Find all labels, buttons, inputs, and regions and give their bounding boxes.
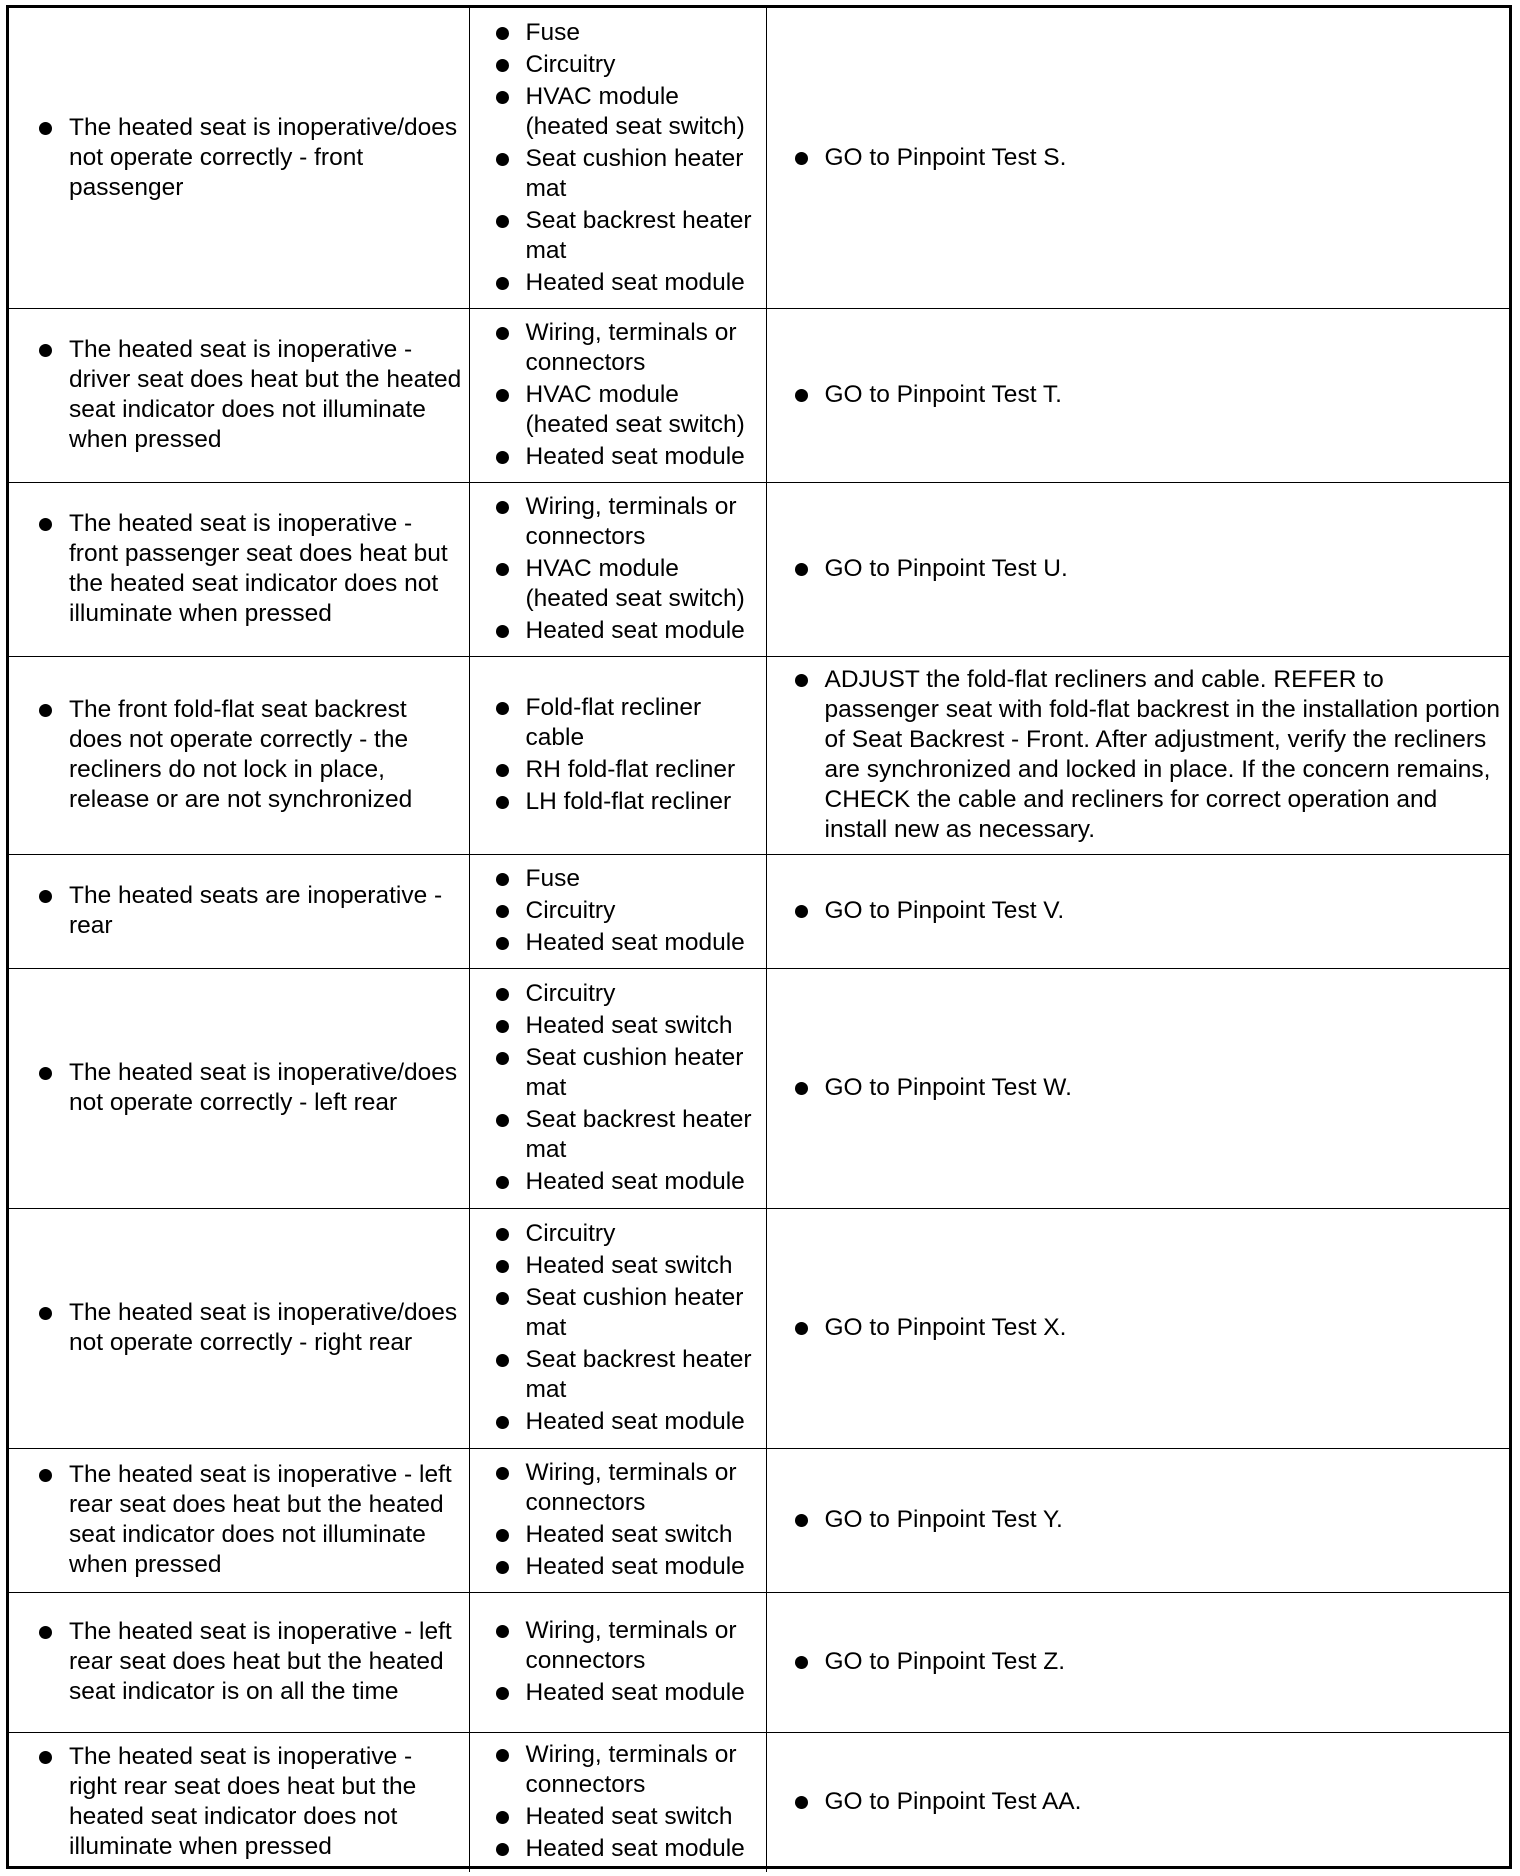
action-cell	[766, 656, 1509, 854]
source-item: Circuitry	[474, 896, 758, 926]
symptom-rows	[9, 8, 1509, 1872]
table-row	[9, 854, 1509, 968]
table-row	[9, 1448, 1509, 1592]
condition-text: The heated seat is inoperative/does not operate correctly - right rear	[17, 1298, 465, 1358]
condition-cell	[9, 968, 469, 1208]
source-item: Heated seat module	[474, 442, 758, 472]
table-row	[9, 8, 1509, 308]
condition-cell	[9, 308, 469, 482]
action-cell	[766, 1732, 1509, 1872]
source-item: Circuitry	[474, 1219, 758, 1249]
action-text: GO to Pinpoint Test V.	[773, 896, 1502, 926]
source-item: Heated seat module	[474, 1167, 758, 1197]
source-cell	[469, 308, 766, 482]
source-cell	[469, 1448, 766, 1592]
source-item: Fuse	[474, 864, 758, 894]
table-row	[9, 1208, 1509, 1448]
action-text: GO to Pinpoint Test X.	[773, 1313, 1502, 1343]
table-row	[9, 1592, 1509, 1732]
action-text: GO to Pinpoint Test S.	[773, 143, 1502, 173]
source-item: Seat cushion heater mat	[474, 144, 758, 204]
source-item: Seat cushion heater mat	[474, 1043, 758, 1103]
source-cell	[469, 482, 766, 656]
action-text: ADJUST the fold-flat recliners and cable. REFER to passenger seat with fold-flat backrest in the installation portion of Seat Backrest - Front. After adjustment, verify the recliners are synchronized and locked in place. If the concern remains, CHECK the cable and recliners for correct operation and install new as necessary.	[773, 665, 1502, 845]
table-row	[9, 482, 1509, 656]
action-cell	[766, 854, 1509, 968]
source-item: LH fold-flat recliner	[474, 787, 758, 817]
condition-cell	[9, 1208, 469, 1448]
source-item: HVAC module (heated seat switch)	[474, 82, 758, 142]
source-cell	[469, 1732, 766, 1872]
source-item: Seat backrest heater mat	[474, 206, 758, 266]
action-text: GO to Pinpoint Test Y.	[773, 1505, 1502, 1535]
condition-text: The heated seat is inoperative/does not operate correctly - left rear	[17, 1058, 465, 1118]
source-item: Fold-flat recliner cable	[474, 693, 758, 753]
action-text: GO to Pinpoint Test Z.	[773, 1647, 1502, 1677]
source-item: Heated seat switch	[474, 1520, 758, 1550]
source-item: HVAC module (heated seat switch)	[474, 554, 758, 614]
source-item: Heated seat module	[474, 1407, 758, 1437]
condition-cell	[9, 1448, 469, 1592]
condition-cell	[9, 8, 469, 308]
source-item: Heated seat module	[474, 1678, 758, 1708]
source-item: Heated seat switch	[474, 1802, 758, 1832]
table-row	[9, 968, 1509, 1208]
condition-text: The heated seat is inoperative - front passenger seat does heat but the heated seat indicator does not illuminate when pressed	[17, 509, 465, 629]
source-item: Heated seat switch	[474, 1011, 758, 1041]
source-item: Circuitry	[474, 50, 758, 80]
source-item: Heated seat switch	[474, 1251, 758, 1281]
action-text: GO to Pinpoint Test T.	[773, 380, 1502, 410]
source-item: Wiring, terminals or connectors	[474, 1458, 758, 1518]
action-text: GO to Pinpoint Test U.	[773, 554, 1502, 584]
source-item: Seat cushion heater mat	[474, 1283, 758, 1343]
source-item: Seat backrest heater mat	[474, 1345, 758, 1405]
source-cell	[469, 1592, 766, 1732]
source-cell	[469, 8, 766, 308]
action-cell	[766, 968, 1509, 1208]
action-cell	[766, 1208, 1509, 1448]
action-text: GO to Pinpoint Test AA.	[773, 1787, 1502, 1817]
source-item: Heated seat module	[474, 268, 758, 298]
source-cell	[469, 1208, 766, 1448]
source-item: Seat backrest heater mat	[474, 1105, 758, 1165]
source-item: Wiring, terminals or connectors	[474, 1740, 758, 1800]
action-cell	[766, 1592, 1509, 1732]
condition-text: The heated seat is inoperative - left rear seat does heat but the heated seat indicator is on all the time	[17, 1617, 465, 1707]
condition-text: The heated seats are inoperative - rear	[17, 881, 465, 941]
condition-text: The heated seat is inoperative - driver seat does heat but the heated seat indicator does not illuminate when pressed	[17, 335, 465, 455]
source-item: Wiring, terminals or connectors	[474, 1616, 758, 1676]
condition-text: The heated seat is inoperative - right rear seat does heat but the heated seat indicator does not illuminate when pressed	[17, 1742, 465, 1862]
action-cell	[766, 1448, 1509, 1592]
source-cell	[469, 968, 766, 1208]
table-row	[9, 308, 1509, 482]
table-row	[9, 656, 1509, 854]
source-item: Heated seat module	[474, 1552, 758, 1582]
condition-cell	[9, 1732, 469, 1872]
symptom-chart	[6, 5, 1512, 1869]
source-cell	[469, 656, 766, 854]
source-item: Wiring, terminals or connectors	[474, 492, 758, 552]
source-item: Circuitry	[474, 979, 758, 1009]
table-row	[9, 1732, 1509, 1872]
source-item: Fuse	[474, 18, 758, 48]
source-item: Heated seat module	[474, 928, 758, 958]
action-text: GO to Pinpoint Test W.	[773, 1073, 1502, 1103]
source-item: RH fold-flat recliner	[474, 755, 758, 785]
condition-text: The heated seat is inoperative/does not operate correctly - front passenger	[17, 113, 465, 203]
condition-cell	[9, 854, 469, 968]
condition-cell	[9, 656, 469, 854]
condition-cell	[9, 482, 469, 656]
source-cell	[469, 854, 766, 968]
condition-text: The front fold-flat seat backrest does not operate correctly - the recliners do not lock in place, release or are not synchronized	[17, 695, 465, 815]
source-item: Heated seat module	[474, 616, 758, 646]
condition-cell	[9, 1592, 469, 1732]
symptom-table	[9, 8, 1509, 1872]
action-cell	[766, 8, 1509, 308]
source-item: Heated seat module	[474, 1834, 758, 1864]
action-cell	[766, 482, 1509, 656]
source-item: Wiring, terminals or connectors	[474, 318, 758, 378]
source-item: HVAC module (heated seat switch)	[474, 380, 758, 440]
condition-text: The heated seat is inoperative - left rear seat does heat but the heated seat indicator does not illuminate when pressed	[17, 1460, 465, 1580]
action-cell	[766, 308, 1509, 482]
